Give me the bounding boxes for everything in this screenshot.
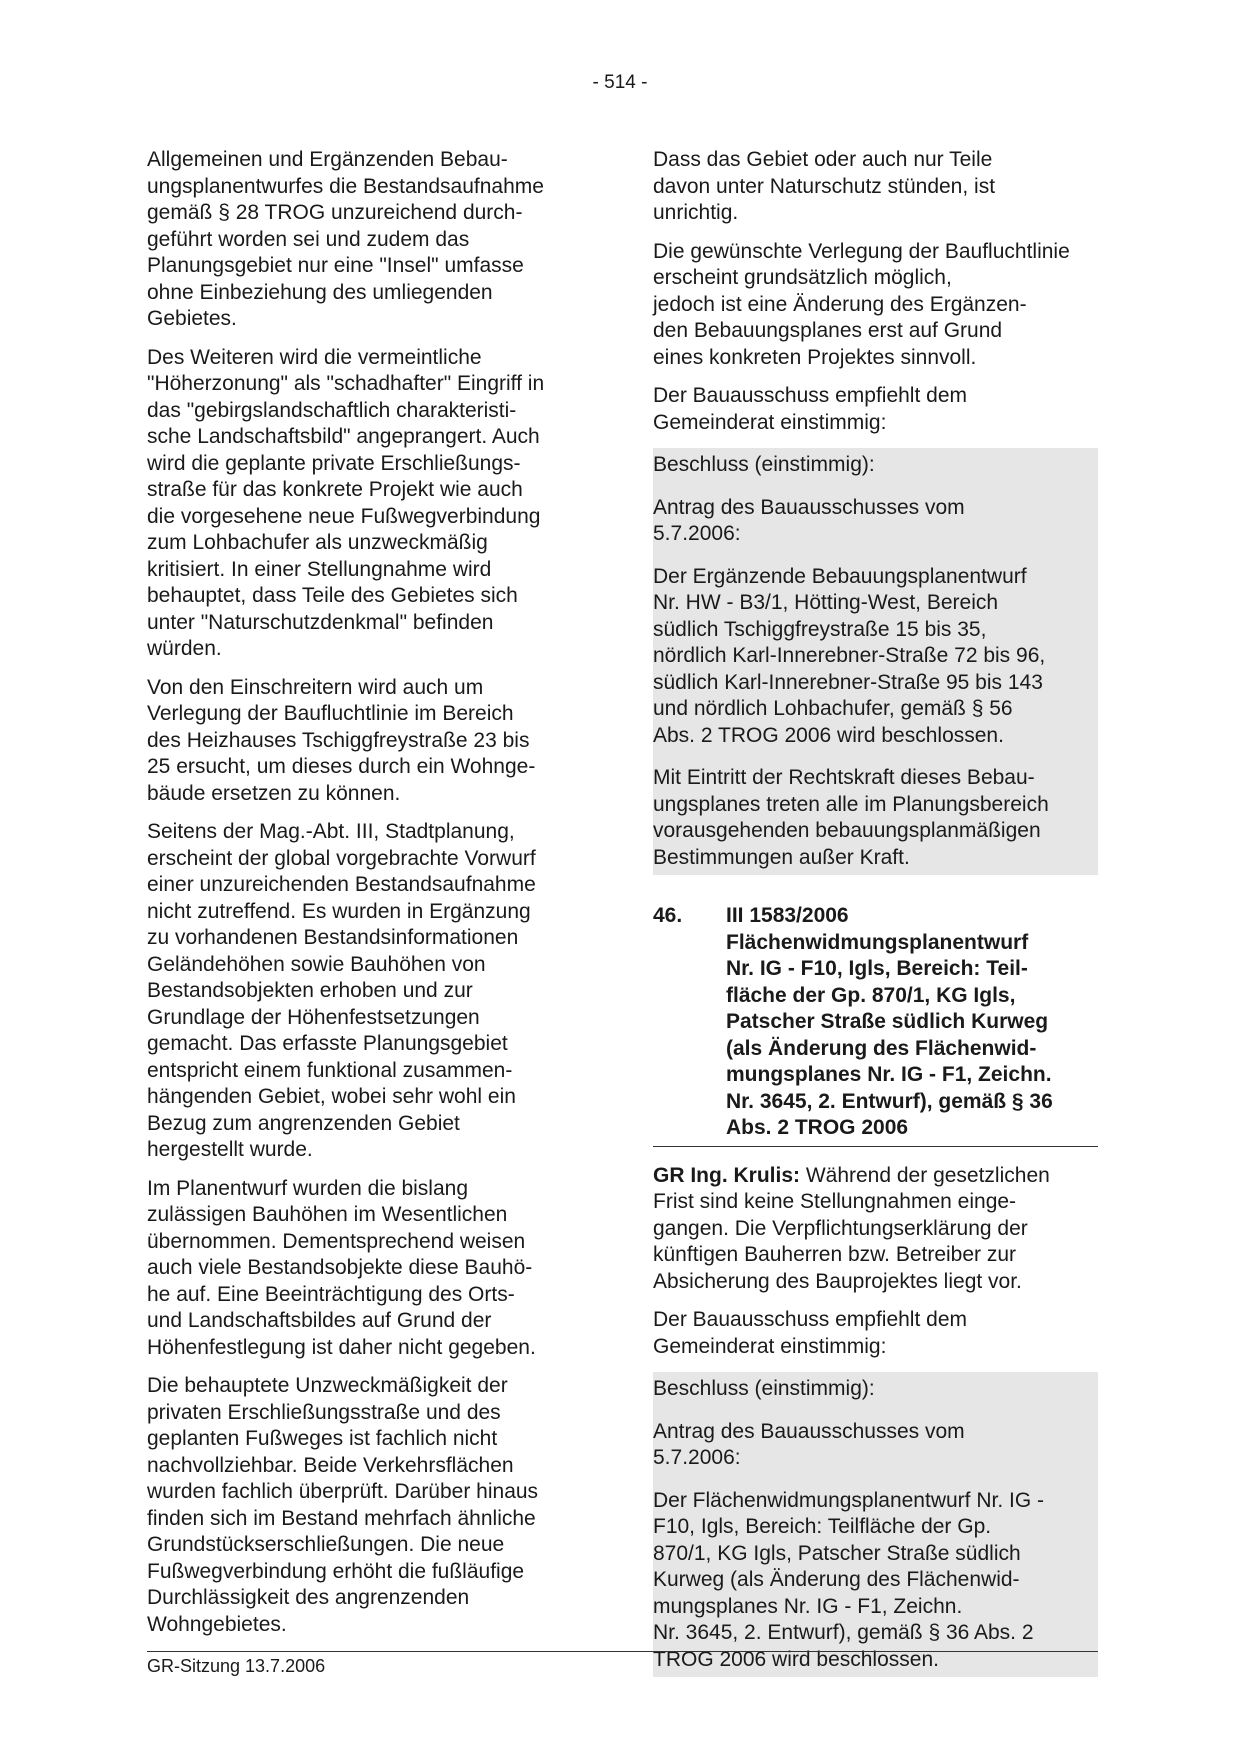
speaker-text: Während der gesetzlichen Frist sind keine Stellungnahmen einge- gangen. Die Verpflichtungserklärung der künftigen Bauherren bzw. Betreiber zur Absicherung des Bauprojektes liegt vor. xyxy=(653,1163,1050,1293)
speaker-name: GR Ing. Krulis: xyxy=(653,1163,800,1187)
paragraph: Des Weiteren wird die vermeintliche "Höherzonung" als "schadhafter" Eingriff in das "gebirgslandschaftlich charakteristi- sche Landschaftsbild" angeprangert. Auch wird die geplante private Erschließungs- straße für das konkrete Projekt wie auch die vorgesehene neue Fußwegverbindung zum Lohbachufer als unzweckmäßig kritisiert. In einer Stellungnahme wird behauptet, dass Teile des Gebietes sich unter "Naturschutzdenkmal" befinden würden. xyxy=(147,345,545,660)
right-column xyxy=(653,147,1098,1677)
resolution-text: Der Ergänzende Bebauungsplanentwurf Nr. HW - B3/1, Hötting-West, Bereich südlich Tschiggfreystraße 15 bis 35, nördlich Karl-Innerebner-Straße 72 bis 96, südlich Karl-Innerebner-Straße 95 bis 143 und nördlich Lohbachufer, gemäß § 56 Abs. 2 TROG 2006 wird beschlossen. xyxy=(653,564,1046,747)
paragraph: Die behauptete Unzweckmäßigkeit der privaten Erschließungsstraße und des geplanten Fußweges ist fachlich nicht nachvollziehbar. Beide Verkehrsflächen wurden fachlich überprüft. Darüber hinaus finden sich im Bestand mehrfach ähnliche Grundstückserschließungen. Die neue Fußwegverbindung erhöht die fußläufige Durchlässigkeit des angrenzenden Wohngebietes. xyxy=(147,1374,539,1636)
resolution-text: Mit Eintritt der Rechtskraft dieses Bebau- ungsplanes treten alle im Planungsbereich vorausgehenden bebauungsplanmäßigen Bestimmungen außer Kraft. xyxy=(653,766,1049,869)
paragraph: Allgemeinen und Ergänzenden Bebau- ungsplanentwurfes die Bestandsaufnahme gemäß § 28 TROG unzureichend durch- geführt worden sei und zudem das Planungsgebiet nur eine "Insel" umfasse ohne Einbeziehung des umliegenden Gebietes. xyxy=(147,148,544,330)
paragraph: Dass das Gebiet oder auch nur Teile davon unter Naturschutz stünden, ist unrichtig. xyxy=(653,148,996,224)
resolution-heading: Beschluss (einstimmig): xyxy=(653,1377,875,1400)
paragraph: Seitens der Mag.-Abt. III, Stadtplanung, erscheint der global vorgebrachte Vorwurf einer unzureichenden Bestandsaufnahme nicht zutreffend. Es wurden in Ergänzung zu vorhandenen Bestandsinformationen Geländehöhen sowie Bauhöhen von Bestandsobjekten erhoben und zur Grundlage der Höhenfestsetzungen gemacht. Das erfasste Planungsgebiet entspricht einem funktional zusammen- hängenden Gebiet, wobei sehr wohl ein Bezug zum angrenzenden Gebiet hergestellt wurde. xyxy=(147,820,536,1161)
paragraph: Von den Einschreitern wird auch um Verlegung der Baufluchtlinie im Bereich des Heizhauses Tschiggfreystraße 23 bis 25 ersucht, um dieses durch ein Wohnge- bäude ersetzen zu können. xyxy=(147,675,536,805)
agenda-item-title: III 1583/2006 Flächenwidmungsplanentwurf Nr. IG - F10, Igls, Bereich: Teil- fläche der Gp. 870/1, KG Igls, Patscher Straße südlich Kurweg (als Änderung des Flächenwid- mungsplanes Nr. IG - F1, Zeichn. Nr. 3645, 2. Entwurf), gemäß § 36 Abs. 2 TROG 2006 xyxy=(726,904,1053,1139)
paragraph: Der Bauausschuss empfiehlt dem Gemeinderat einstimmig: xyxy=(653,384,967,434)
resolution-box-1 xyxy=(653,448,1098,875)
resolution-heading: Beschluss (einstimmig): xyxy=(653,453,875,476)
page-number: - 514 - xyxy=(592,72,648,93)
agenda-item-46 xyxy=(653,903,1098,1147)
paragraph: Die gewünschte Verlegung der Baufluchtlinie erscheint grundsätzlich möglich, jedoch ist eine Änderung des Ergänzen- den Bebauungsplanes erst auf Grund eines konkreten Projektes sinnvoll. xyxy=(653,239,1070,369)
agenda-item-number: 46. xyxy=(653,904,683,927)
footer-divider xyxy=(147,1651,1098,1652)
footer-text: GR-Sitzung 13.7.2006 xyxy=(147,1656,326,1676)
resolution-text: Der Flächenwidmungsplanentwurf Nr. IG - F10, Igls, Bereich: Teilfläche der Gp. 870/1, KG Igls, Patscher Straße südlich Kurweg (als Änderung des Flächenwid- mungsplanes Nr. IG - F1, Zeichn. Nr. 3645, 2. Entwurf), gemäß § 36 Abs. 2 TROG 2006 wird beschlossen. xyxy=(653,1488,1044,1671)
resolution-motion: Antrag des Bauausschusses vom 5.7.2006: xyxy=(653,1419,965,1469)
left-column xyxy=(147,147,587,1650)
paragraph: Der Bauausschuss empfiehlt dem Gemeinderat einstimmig: xyxy=(653,1308,967,1358)
speaker-paragraph xyxy=(653,1163,1098,1296)
resolution-box-2 xyxy=(653,1372,1098,1677)
resolution-motion: Antrag des Bauausschusses vom 5.7.2006: xyxy=(653,495,965,545)
paragraph: Im Planentwurf wurden die bislang zulässigen Bauhöhen im Wesentlichen übernommen. Dementsprechend weisen auch viele Bestandsobjekte diese Bauhö- he auf. Eine Beeinträchtigung des Orts- und Landschaftsbildes auf Grund der Höhenfestlegung ist daher nicht gegeben. xyxy=(147,1176,536,1359)
